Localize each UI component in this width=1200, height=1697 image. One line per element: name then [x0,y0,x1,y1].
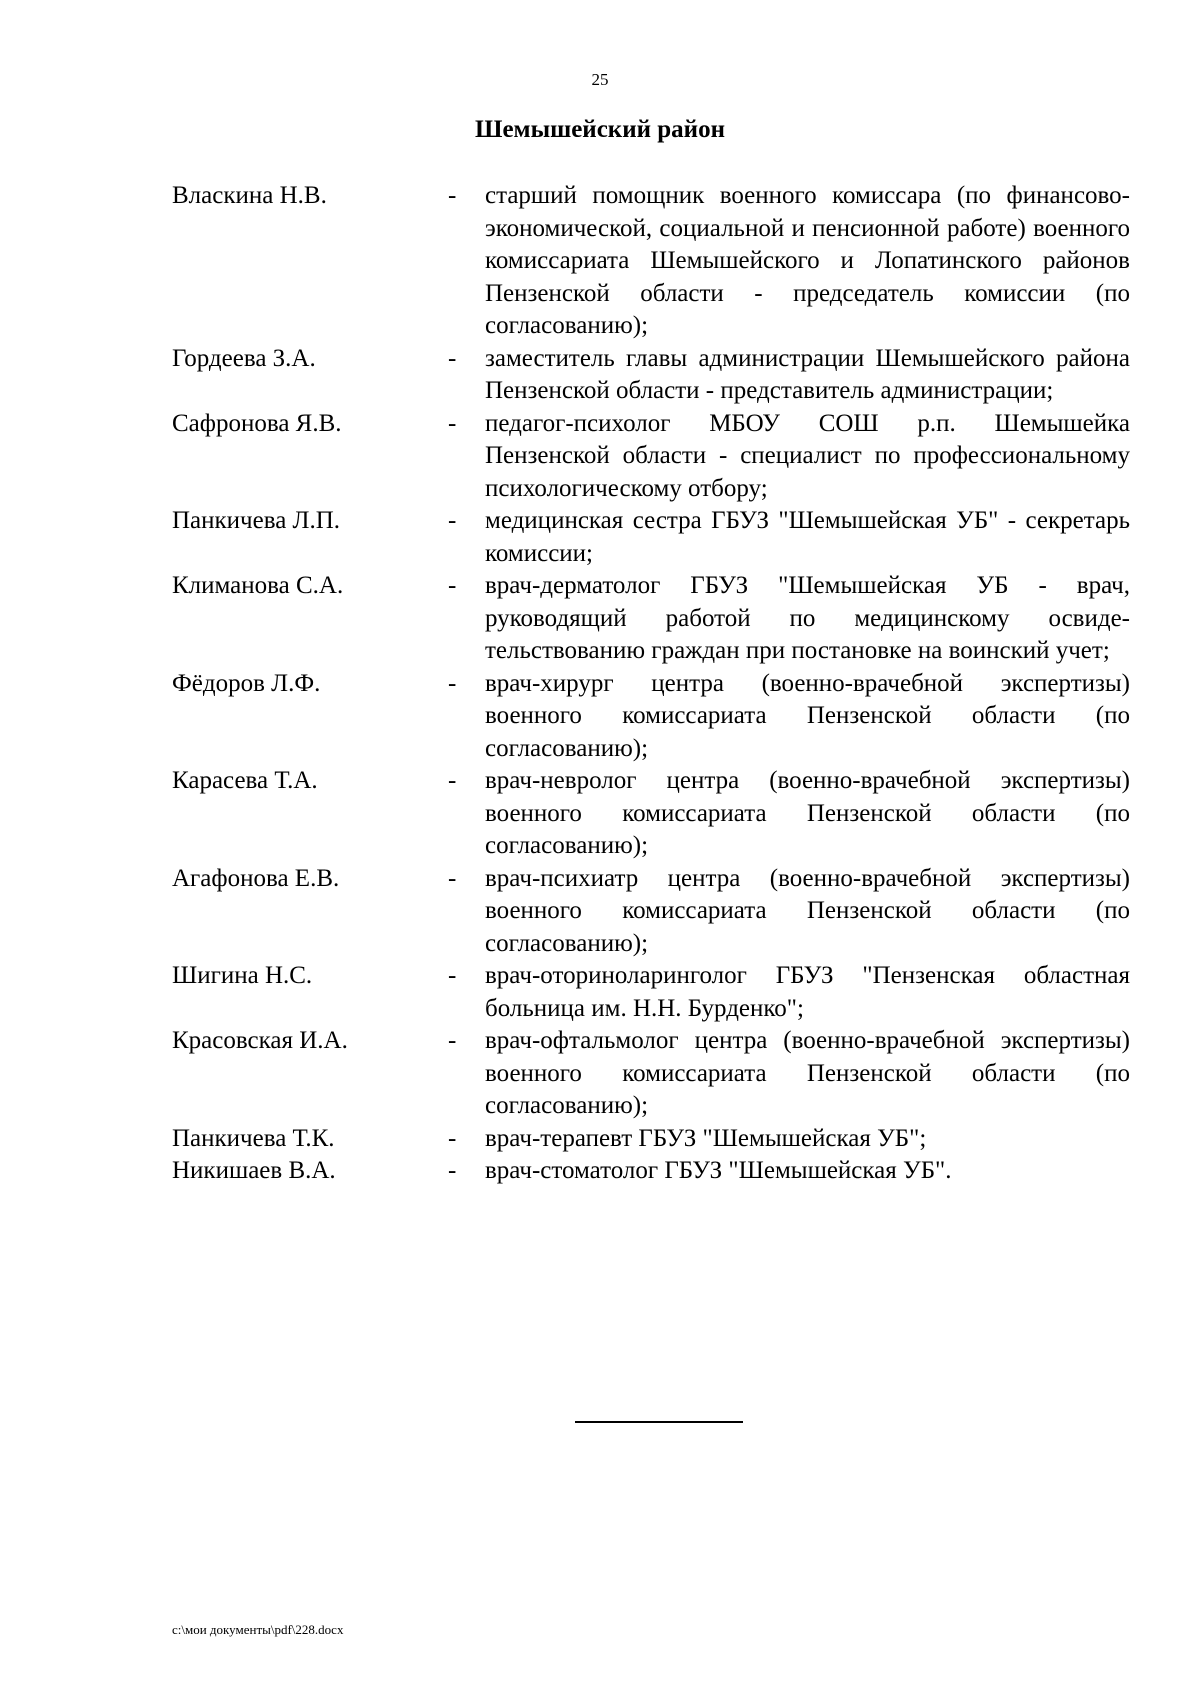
member-dash: - [448,507,457,534]
member-name: Панкичева Т.К. [172,1124,335,1152]
member-dash: - [448,572,457,599]
member-name: Сафронова Я.В. [172,409,342,437]
member-name: Карасева Т.А. [172,767,318,794]
member-name: Власкина Н.В. [172,182,327,209]
member-row [0,863,1200,961]
member-row [0,1155,1200,1188]
member-row [0,408,1200,506]
member-role: старший помощник военного комиссара (по финансово-экономической, социальной и пенсионной работе) военного комиссариата Шемышейского и Лопатинского районов Пензенской области - председатель комиссии (по согласованию); [485,182,1130,339]
member-row [0,505,1200,570]
member-role: врач-стоматолог ГБУЗ "Шемышейская УБ". [485,1157,952,1184]
member-dash: - [448,864,457,892]
member-dash: - [448,1124,457,1152]
member-role: врач-невролог центра (военно-врачебной экспертизы) военного комиссариата Пензенской области (по согласованию); [485,767,1130,859]
page-number: 25 [591,70,609,89]
member-dash: - [448,1157,457,1184]
member-dash: - [448,669,457,697]
member-role: медицинская сестра ГБУЗ "Шемышейская УБ" - секретарь комиссии; [485,507,1130,567]
member-role: врач-дерматолог ГБУЗ "Шемышейская УБ - врач, руководящий работой по медицинскому освидетельствованию граждан при постановке на воинский учет; [485,572,1130,664]
member-name: Фёдоров Л.Ф. [172,669,321,697]
section-title: Шемышейский район [475,116,725,143]
member-name: Никишаев В.А. [172,1157,336,1184]
end-of-list-rule [575,1421,743,1423]
member-dash: - [448,182,457,209]
member-row [0,960,1200,1025]
member-dash: - [448,1027,457,1054]
member-dash: - [448,767,457,794]
member-row [0,1025,1200,1123]
member-role: врач-хирург центра (военно-врачебной экспертизы) военного комиссариата Пензенской области (по согласованию); [485,669,1130,762]
member-name: Агафонова Е.В. [172,864,340,892]
member-role: врач-оториноларинголог ГБУЗ "Пензенская областная больница им. Н.Н. Бурденко"; [485,962,1130,1022]
member-name: Красовская И.А. [172,1027,348,1054]
member-role: педагог-психолог МБОУ СОШ р.п. Шемышейка Пензенской области - специалист по профессиональному психологическому отбору; [485,409,1130,502]
member-role: врач-офтальмолог центра (военно-врачебной экспертизы) военного комиссариата Пензенской области (по согласованию); [485,1027,1130,1119]
member-row [0,1123,1200,1156]
member-name: Климанова С.А. [172,572,344,599]
member-role: заместитель главы администрации Шемышейского района Пензенской области - представитель администрации; [485,344,1130,404]
member-dash: - [448,344,457,372]
member-role: врач-терапевт ГБУЗ "Шемышейская УБ"; [485,1124,927,1152]
member-row [0,570,1200,668]
member-dash: - [448,962,457,989]
member-row [0,343,1200,408]
member-dash: - [448,409,457,437]
member-row [0,180,1200,343]
commission-members-list [0,180,1200,1188]
member-row [0,668,1200,766]
member-role: врач-психиатр центра (военно-врачебной экспертизы) военного комиссариата Пензенской области (по согласованию); [485,864,1130,957]
member-name: Шигина Н.С. [172,962,313,989]
member-row [0,765,1200,863]
member-name: Гордеева З.А. [172,344,316,372]
member-name: Панкичева Л.П. [172,507,341,534]
footer-file-path: c:\мои документы\pdf\228.docx [172,1622,344,1637]
